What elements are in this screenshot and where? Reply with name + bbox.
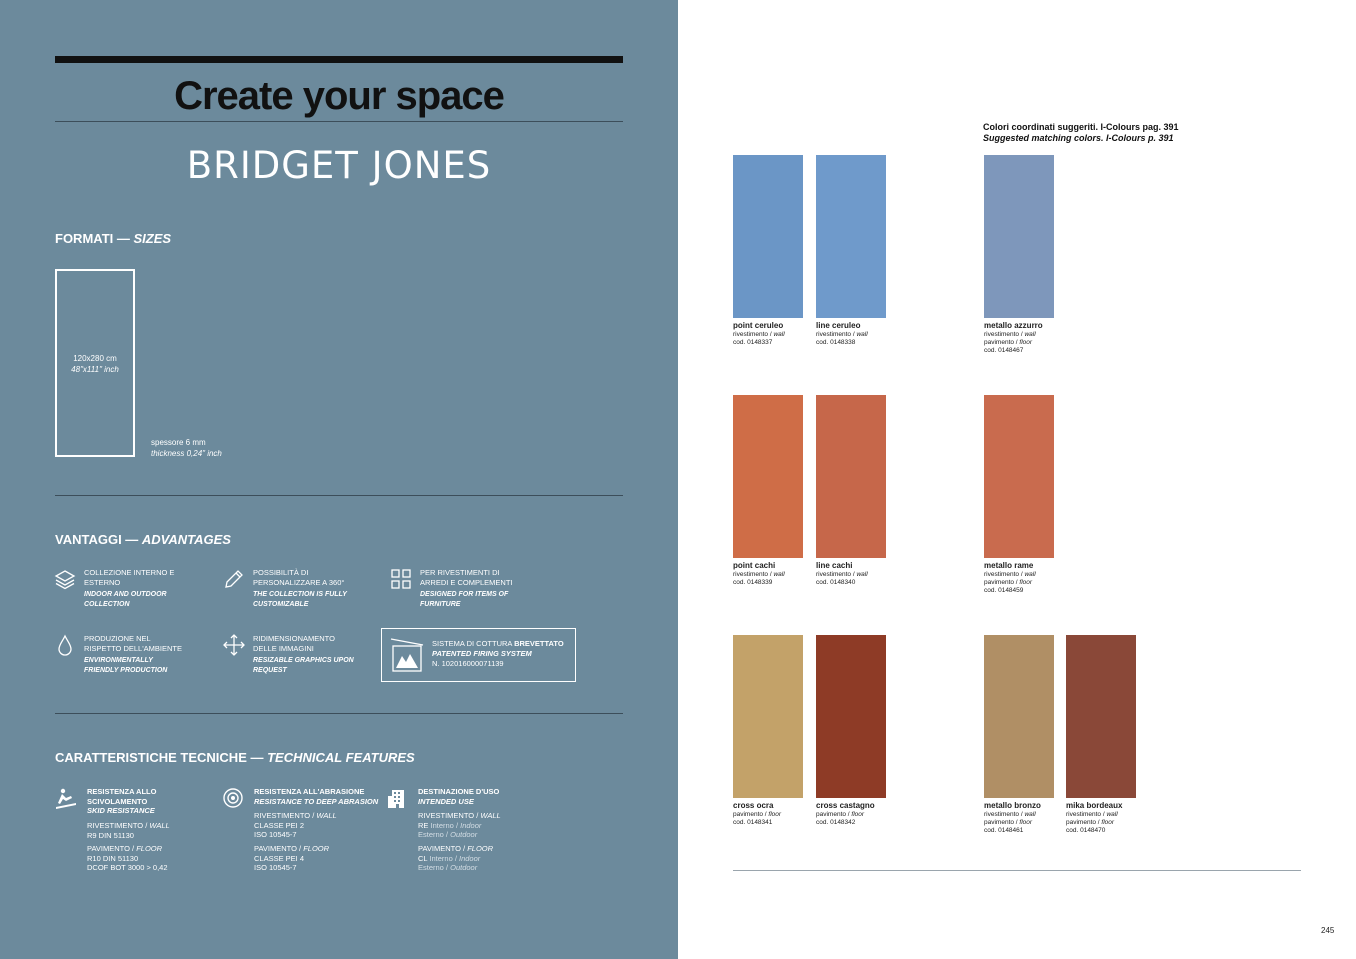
building-icon	[386, 787, 408, 809]
abrasion-target-icon	[222, 787, 244, 809]
color-tile-mika-bordeaux	[1066, 635, 1136, 798]
advantages-divider	[55, 713, 623, 714]
tile-caption	[816, 561, 896, 587]
tile-code: cod. 0148470	[1066, 827, 1106, 834]
page-number: 245	[1321, 926, 1335, 935]
advantages-heading: VANTAGGI — ADVANTAGES	[55, 532, 231, 547]
kiln-icon	[390, 636, 424, 673]
tile-use-2: pavimento / floor	[984, 819, 1033, 826]
tile-code: cod. 0148342	[816, 819, 856, 826]
tile-caption	[816, 801, 896, 827]
tile-code: cod. 0148341	[733, 819, 773, 826]
layers-icon	[54, 568, 76, 590]
tile-name: metallo rame	[984, 561, 1034, 570]
tile-code: cod. 0148340	[816, 579, 856, 586]
technical-heading: CARATTERISTICHE TECNICHE — TECHNICAL FEATURES	[55, 750, 415, 765]
thickness-label: spessore 6 mm thickness 0,24" inch	[151, 438, 222, 458]
collection-name: BRIDGET JONES	[186, 144, 492, 187]
color-tile-point-ceruleo	[733, 155, 803, 318]
tile-name: point cachi	[733, 561, 776, 570]
tile-name: cross ocra	[733, 801, 774, 810]
tile-caption	[816, 321, 896, 347]
tile-name: mika bordeaux	[1066, 801, 1123, 810]
pencil-icon	[223, 568, 245, 590]
tile-use-1: rivestimento / wall	[816, 331, 868, 338]
tile-use-1: rivestimento / wall	[1066, 811, 1118, 818]
tile-caption	[733, 561, 813, 587]
tile-caption	[733, 801, 813, 827]
tile-caption	[1066, 801, 1146, 835]
color-tile-line-cachi	[816, 395, 886, 558]
tile-caption	[984, 561, 1064, 595]
color-tile-cross-castagno	[816, 635, 886, 798]
patent-text: SISTEMA DI COTTURA BREVETTATO PATENTED FIRING SYSTEM N. 102016000071139	[432, 639, 564, 668]
color-tile-line-ceruleo	[816, 155, 886, 318]
tile-use-1: pavimento / floor	[816, 811, 865, 818]
tile-use-2: pavimento / floor	[1066, 819, 1115, 826]
size-label: 120x280 cm 48"x111" inch	[71, 354, 119, 374]
tile-code: cod. 0148338	[816, 339, 856, 346]
title-divider	[55, 121, 623, 122]
tile-name: metallo bronzo	[984, 801, 1041, 810]
slip-resistance-icon	[55, 787, 77, 809]
sizes-heading: FORMATI — SIZES	[55, 231, 172, 246]
tile-code: cod. 0148467	[984, 347, 1024, 354]
suggested-colors-note: Colori coordinati suggeriti. I-Colours pag. 391 Suggested matching colors. I-Colours p. 391	[983, 122, 1179, 143]
color-tile-point-cachi	[733, 395, 803, 558]
tile-name: cross castagno	[816, 801, 875, 810]
tile-use-1: rivestimento / wall	[984, 811, 1036, 818]
tile-code: cod. 0148339	[733, 579, 773, 586]
drop-icon	[54, 634, 76, 656]
bottom-divider	[733, 870, 1301, 871]
tile-use-1: rivestimento / wall	[816, 571, 868, 578]
tile-code: cod. 0148461	[984, 827, 1024, 834]
tile-code: cod. 0148337	[733, 339, 773, 346]
tile-name: point ceruleo	[733, 321, 784, 330]
tile-use-1: rivestimento / wall	[733, 331, 785, 338]
tile-use-2: pavimento / floor	[984, 339, 1033, 346]
size-diagram	[55, 269, 135, 457]
tile-name: metallo azzurro	[984, 321, 1043, 330]
left-page: Create your space BRIDGET JONES FORMATI — SIZES 120x280 cm 48"x111" inch spessore 6 mm thickness 0,24" inch VANTAGGI — ADVANTAGES COLLEZIONE INTERNO E ESTERNO INDOOR AND OUTDOOR COLLECTION POSSIBILITÀ DI PERSONALIZZARE A 360° THE COLLECTION IS FULLY CUSTOMIZABLE PER RIVESTIMENTI DI ARREDI E COMPLEMENTI DESIGNED FOR ITEMS OF FURNITURE PRODUZIONE NEL RISPETTO DELL'AMBIENTE ENVIRONMENTALLY FRIENDLY PRODUCTION RIDIMENSIONAMENTO DELLE IMMAGINI RESIZABLE GRAPHICS UPON REQUEST SISTEMA DI COTTURA BREVETTATO PATENTED FIRING SYSTEM N. 102016000071139 CARATTERISTICHE TECNICHE — TECHNICAL FEATURES RESISTENZA ALLO SCIVOLAMENTO SKID RESISTANCE RIVESTIMENTO / WALL R9 DIN 51130 PAVIMENTO / FLOOR R10 DIN 51130 DCOF BOT 3000 > 0,42 RESISTENZA ALL'ABRASIONE RESISTANCE TO DEEP ABRASION RIVESTIMENTO / WALL CLASSE PEI 2 ISO 10545-7 PAVIMENTO / FLOOR CLASSE PEI 4 ISO 10545-7 DESTINAZIONE D'USO INTENDED USE RIVESTIMENTO / WALL RE Interno / Indoor Esterno / Outdoor PAVIMENTO / FLOOR CL Interno / Indoor Esterno / Outdoor	[0, 0, 678, 959]
tile-code: cod. 0148459	[984, 587, 1024, 594]
move-arrows-icon	[223, 634, 245, 656]
tile-use-1: pavimento / floor	[733, 811, 782, 818]
tile-name: line ceruleo	[816, 321, 861, 330]
tile-use-1: rivestimento / wall	[984, 571, 1036, 578]
page-title: Create your space	[174, 74, 504, 118]
sizes-divider	[55, 495, 623, 496]
tile-use-1: rivestimento / wall	[984, 331, 1036, 338]
tile-use-2: pavimento / floor	[984, 579, 1033, 586]
tile-name: line cachi	[816, 561, 853, 570]
top-bar	[55, 56, 623, 63]
tile-caption	[733, 321, 813, 347]
grid-icon	[390, 568, 412, 590]
tile-use-1: rivestimento / wall	[733, 571, 785, 578]
color-tile-metallo-rame	[984, 395, 1054, 558]
tile-caption	[984, 801, 1064, 835]
patent-box	[381, 628, 576, 682]
color-tile-metallo-azzurro	[984, 155, 1054, 318]
color-tile-cross-ocra	[733, 635, 803, 798]
color-tile-metallo-bronzo	[984, 635, 1054, 798]
tile-caption	[984, 321, 1064, 355]
